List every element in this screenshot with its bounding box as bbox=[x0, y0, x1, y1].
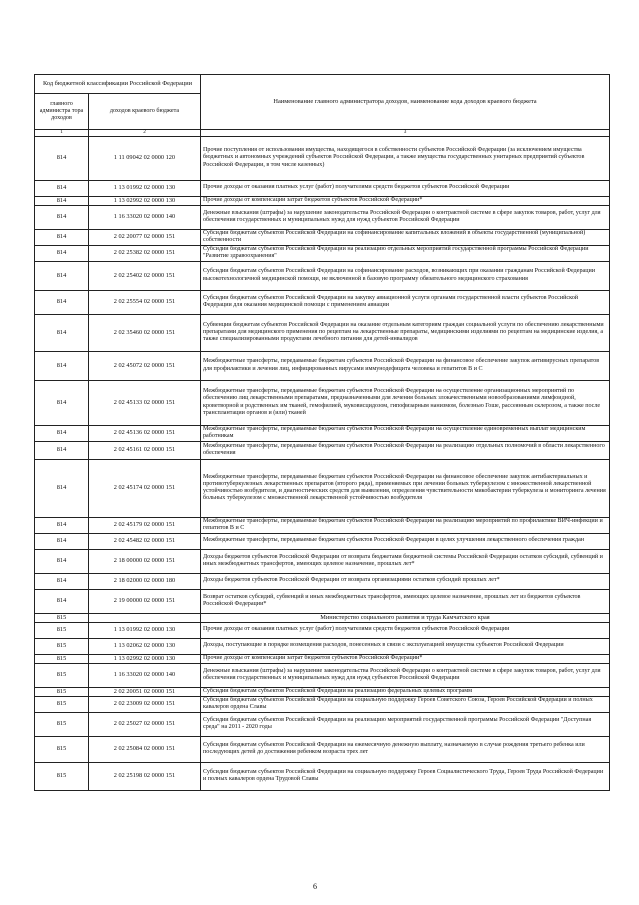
table-row bbox=[35, 425, 610, 441]
admin-code-cell: 814 bbox=[35, 517, 89, 533]
table-row bbox=[35, 736, 610, 762]
table-row bbox=[35, 441, 610, 459]
table-row bbox=[35, 290, 610, 314]
description-cell: Доходы, поступающие в порядке возмещения расходов, понесенных в связи с эксплуатацией имущества субъектов Российской Федерации bbox=[201, 638, 610, 654]
revenue-code-table bbox=[34, 74, 610, 791]
admin-code-cell: 815 bbox=[35, 712, 89, 736]
revenue-code-cell: 2 18 00000 02 0000 151 bbox=[89, 549, 201, 573]
revenue-code-cell: 2 02 25554 02 0000 151 bbox=[89, 290, 201, 314]
table-row bbox=[35, 229, 610, 245]
description-cell: Доходы бюджетов субъектов Российской Федерации от возврата организациями остатков субсидий прошлых лет* bbox=[201, 573, 610, 589]
column-number: 2 bbox=[89, 130, 201, 137]
description-cell: Субсидии бюджетам субъектов Российской Федерации на реализацию мероприятий государственной программы Российской Федерации "Доступная среда" на 2011 - 2020 годы bbox=[201, 712, 610, 736]
admin-code-cell: 814 bbox=[35, 441, 89, 459]
table-row bbox=[35, 245, 610, 261]
description-cell: Субсидии бюджетам субъектов Российской Федерации на социальную поддержку Героев Советского Союза, Героев Российской Федерации и полных кавалеров ордена Славы bbox=[201, 696, 610, 712]
revenue-code-cell: 2 02 25402 02 0000 151 bbox=[89, 261, 201, 290]
description-cell: Межбюджетные трансферты, передаваемые бюджетам субъектов Российской Федерации на реализацию отдельных полномочий в области лекарственного обеспечения bbox=[201, 441, 610, 459]
table-row bbox=[35, 261, 610, 290]
table-row bbox=[35, 622, 610, 638]
description-cell: Межбюджетные трансферты, передаваемые бюджетам субъектов Российской Федерации на реализацию мероприятий по профилактике ВИЧ-инфекции и гепатитов B и C bbox=[201, 517, 610, 533]
table-row bbox=[35, 380, 610, 425]
description-cell: Прочие доходы от оказания платных услуг (работ) получателями средств бюджетов субъектов Российской Федерации bbox=[201, 180, 610, 196]
table-row bbox=[35, 180, 610, 196]
table-row bbox=[35, 351, 610, 380]
description-cell: Межбюджетные трансферты, передаваемые бюджетам субъектов Российской Федерации на осуществление организационных мероприятий по обеспечению лиц лекарственными препаратами, предназначенными для лечения больных злокачественными новообразованиями лимфоидной, кроветворной и родственных им тканей, гемофилией, муковисцидозом, гипофизарным нанизмом, болезнью Гоше, рассеянным склерозом, а также после трансплантации органов и (или) тканей bbox=[201, 380, 610, 425]
revenue-code-cell: 2 02 45179 02 0000 151 bbox=[89, 517, 201, 533]
revenue-code-cell: 2 02 45161 02 0000 151 bbox=[89, 441, 201, 459]
revenue-code-cell: 2 02 25084 02 0000 151 bbox=[89, 736, 201, 762]
table-row bbox=[35, 696, 610, 712]
table-row bbox=[35, 712, 610, 736]
revenue-code-cell: 2 02 20051 02 0000 151 bbox=[89, 687, 201, 696]
table-row bbox=[35, 196, 610, 205]
admin-code-cell: 814 bbox=[35, 533, 89, 549]
admin-code-cell: 814 bbox=[35, 290, 89, 314]
revenue-code-cell: 2 02 45072 02 0000 151 bbox=[89, 351, 201, 380]
admin-code-cell: 815 bbox=[35, 762, 89, 790]
description-cell: Денежные взыскания (штрафы) за нарушение законодательства Российской Федерации о контрактной системе в сфере закупок товаров, работ, услуг для обеспечения государственных и муниципальных нужд для нужд субъектов Российской Федерации bbox=[201, 205, 610, 229]
revenue-code-cell: 1 11 09042 02 0000 120 bbox=[89, 136, 201, 180]
description-cell: Субсидии бюджетам субъектов Российской Федерации на софинансирование капитальных вложений в объекты государственной (муниципальной) собственности bbox=[201, 229, 610, 245]
admin-code-cell: 814 bbox=[35, 136, 89, 180]
revenue-code-cell: 2 02 45174 02 0000 151 bbox=[89, 459, 201, 517]
admin-code-cell: 814 bbox=[35, 245, 89, 261]
revenue-code-cell bbox=[89, 613, 201, 622]
admin-code-cell: 815 bbox=[35, 654, 89, 663]
table-row bbox=[35, 654, 610, 663]
admin-code-cell: 814 bbox=[35, 205, 89, 229]
admin-code-cell: 814 bbox=[35, 549, 89, 573]
revenue-code-cell: 2 02 35460 02 0000 151 bbox=[89, 314, 201, 351]
revenue-code-cell: 2 02 25382 02 0000 151 bbox=[89, 245, 201, 261]
admin-code-cell: 814 bbox=[35, 589, 89, 613]
admin-code-cell: 814 bbox=[35, 261, 89, 290]
admin-code-cell: 814 bbox=[35, 425, 89, 441]
table-row bbox=[35, 205, 610, 229]
table-row bbox=[35, 549, 610, 573]
table-row bbox=[35, 573, 610, 589]
admin-code-cell: 815 bbox=[35, 663, 89, 687]
admin-code-cell: 814 bbox=[35, 351, 89, 380]
description-cell: Прочие доходы от оказания платных услуг (работ) получателями средств бюджетов субъектов Российской Федерации bbox=[201, 622, 610, 638]
revenue-code-cell: 2 02 45133 02 0000 151 bbox=[89, 380, 201, 425]
header-revenue-column: доходов краевого бюджета bbox=[89, 94, 201, 130]
page-number: 6 bbox=[313, 882, 317, 891]
table-row bbox=[35, 459, 610, 517]
revenue-code-cell: 2 02 25198 02 0000 151 bbox=[89, 762, 201, 790]
admin-code-cell: 815 bbox=[35, 613, 89, 622]
admin-code-cell: 815 bbox=[35, 736, 89, 762]
table-row bbox=[35, 314, 610, 351]
description-cell: Субсидии бюджетам субъектов Российской Федерации на социальную поддержку Героев Социалистического Труда, Героев Труда Российской Федерации и полных кавалеров ордена Трудовой Славы bbox=[201, 762, 610, 790]
table-row bbox=[35, 762, 610, 790]
revenue-code-cell: 2 02 25027 02 0000 151 bbox=[89, 712, 201, 736]
admin-code-cell: 814 bbox=[35, 314, 89, 351]
header-name-column: Наименование главного администратора доходов, наименование кода доходов краевого бюджета bbox=[201, 75, 610, 130]
revenue-code-cell: 1 13 01992 02 0000 130 bbox=[89, 622, 201, 638]
admin-code-cell: 814 bbox=[35, 196, 89, 205]
revenue-code-cell: 1 16 33020 02 0000 140 bbox=[89, 663, 201, 687]
table-row bbox=[35, 589, 610, 613]
revenue-code-cell: 2 02 23009 02 0000 151 bbox=[89, 696, 201, 712]
table-body bbox=[35, 136, 610, 790]
description-cell: Субсидии бюджетам субъектов Российской Федерации на ежемесячную денежную выплату, назначаемую в случае рождения третьего ребенка или последующих детей до достижения ребенком возраста трех лет bbox=[201, 736, 610, 762]
description-cell: Субсидии бюджетам субъектов Российской Федерации на софинансирование расходов, возникающих при оказании гражданам Российской Федерации высокотехнологичной медицинской помощи, не включенной в базовую программу обязательного медицинского страхования bbox=[201, 261, 610, 290]
revenue-code-cell: 2 19 00000 02 0000 151 bbox=[89, 589, 201, 613]
admin-code-cell: 815 bbox=[35, 638, 89, 654]
column-number: 3 bbox=[201, 130, 610, 137]
description-cell: Денежные взыскания (штрафы) за нарушение законодательства Российской Федерации о контрактной системе в сфере закупок товаров, работ, услуг для обеспечения государственных и муниципальных нужд для нужд субъектов Российской Федерации bbox=[201, 663, 610, 687]
revenue-code-cell: 1 13 02062 02 0000 130 bbox=[89, 638, 201, 654]
description-cell: Возврат остатков субсидий, субвенций и иных межбюджетных трансфертов, имеющих целевое назначение, прошлых лет из бюджетов субъектов Российской Федерации* bbox=[201, 589, 610, 613]
admin-code-cell: 814 bbox=[35, 459, 89, 517]
admin-code-cell: 814 bbox=[35, 573, 89, 589]
column-number: 1 bbox=[35, 130, 89, 137]
admin-code-cell: 814 bbox=[35, 380, 89, 425]
revenue-code-cell: 2 18 02000 02 0000 180 bbox=[89, 573, 201, 589]
revenue-code-cell: 2 02 45482 02 0000 151 bbox=[89, 533, 201, 549]
description-cell: Субвенции бюджетам субъектов Российской Федерации на оказание отдельным категориям граждан социальной услуги по обеспечению лекарственными препаратами для медицинского применения по рецептам на лекарственные препараты, медицинскими изделиями по рецептам на медицинские изделия, а также специализированными продуктами лечебного питания для детей-инвалидов bbox=[201, 314, 610, 351]
description-cell: Субсидии бюджетам субъектов Российской Федерации на реализацию отдельных мероприятий государственной программы Российской Федерации "Развитие здравоохранения" bbox=[201, 245, 610, 261]
revenue-code-cell: 1 16 33020 02 0000 140 bbox=[89, 205, 201, 229]
header-admin-column: главного администра тора доходов bbox=[35, 94, 89, 130]
header-budget-classification: Код бюджетной классификации Российской Федерации bbox=[35, 75, 201, 94]
table-row bbox=[35, 638, 610, 654]
description-cell: Межбюджетные трансферты, передаваемые бюджетам субъектов Российской Федерации на осуществление единовременных выплат медицинским работникам bbox=[201, 425, 610, 441]
description-cell: Субсидии бюджетам субъектов Российской Федерации на реализацию федеральных целевых программ bbox=[201, 687, 610, 696]
description-cell: Прочие доходы от компенсации затрат бюджетов субъектов Российской Федерации* bbox=[201, 654, 610, 663]
revenue-code-cell: 1 13 01992 02 0000 130 bbox=[89, 180, 201, 196]
description-cell: Прочие поступления от использования имущества, находящегося в собственности субъектов Российской Федерации (за исключением имущества бюджетных и автономных учреждений субъектов Российской Федерации, а также имущества государственных унитарных предприятий субъектов Российской Федерации, в том числе казенных) bbox=[201, 136, 610, 180]
table-row bbox=[35, 136, 610, 180]
revenue-code-cell: 1 13 02992 02 0000 130 bbox=[89, 654, 201, 663]
table-row bbox=[35, 533, 610, 549]
description-cell: Доходы бюджетов субъектов Российской Федерации от возврата бюджетами бюджетной системы Российской Федерации остатков субсидий, субвенций и иных межбюджетных трансфертов, имеющих целевое назначение, прошлых лет* bbox=[201, 549, 610, 573]
section-header-row bbox=[35, 613, 610, 622]
revenue-code-cell: 1 13 02992 02 0000 130 bbox=[89, 196, 201, 205]
section-title-cell: Министерство социального развития и труда Камчатского края bbox=[201, 613, 610, 622]
description-cell: Межбюджетные трансферты, передаваемые бюджетам субъектов Российской Федерации в целях улучшения лекарственного обеспечения граждан bbox=[201, 533, 610, 549]
admin-code-cell: 815 bbox=[35, 696, 89, 712]
admin-code-cell: 814 bbox=[35, 229, 89, 245]
admin-code-cell: 815 bbox=[35, 622, 89, 638]
description-cell: Межбюджетные трансферты, передаваемые бюджетам субъектов Российской Федерации на финансовое обеспечение закупок антибактериальных и противотуберкулезных лекарственных препаратов (второго ряда), применяемых при лечении больных туберкулезом с множественной лекарственной устойчивостью возбудителя, и диагностических средств для выявления, определения чувствительности микобактерии туберкулеза и мониторинга лечения больных туберкулезом с множественной лекарственной устойчивостью возбудителя bbox=[201, 459, 610, 517]
revenue-code-cell: 2 02 20077 02 0000 151 bbox=[89, 229, 201, 245]
admin-code-cell: 815 bbox=[35, 687, 89, 696]
table-row bbox=[35, 517, 610, 533]
revenue-code-cell: 2 02 45136 02 0000 151 bbox=[89, 425, 201, 441]
table-row bbox=[35, 663, 610, 687]
description-cell: Межбюджетные трансферты, передаваемые бюджетам субъектов Российской Федерации на финансовое обеспечение закупок антивирусных препаратов для профилактики и лечения лиц, инфицированных вирусами иммунодефицита человека и гепатитов B и C bbox=[201, 351, 610, 380]
admin-code-cell: 814 bbox=[35, 180, 89, 196]
description-cell: Прочие доходы от компенсации затрат бюджетов субъектов Российской Федерации* bbox=[201, 196, 610, 205]
table-row bbox=[35, 687, 610, 696]
description-cell: Субсидии бюджетам субъектов Российской Федерации на закупку авиационной услуги органами государственной власти субъектов Российской Федерации для оказания медицинской помощи с применением авиации bbox=[201, 290, 610, 314]
